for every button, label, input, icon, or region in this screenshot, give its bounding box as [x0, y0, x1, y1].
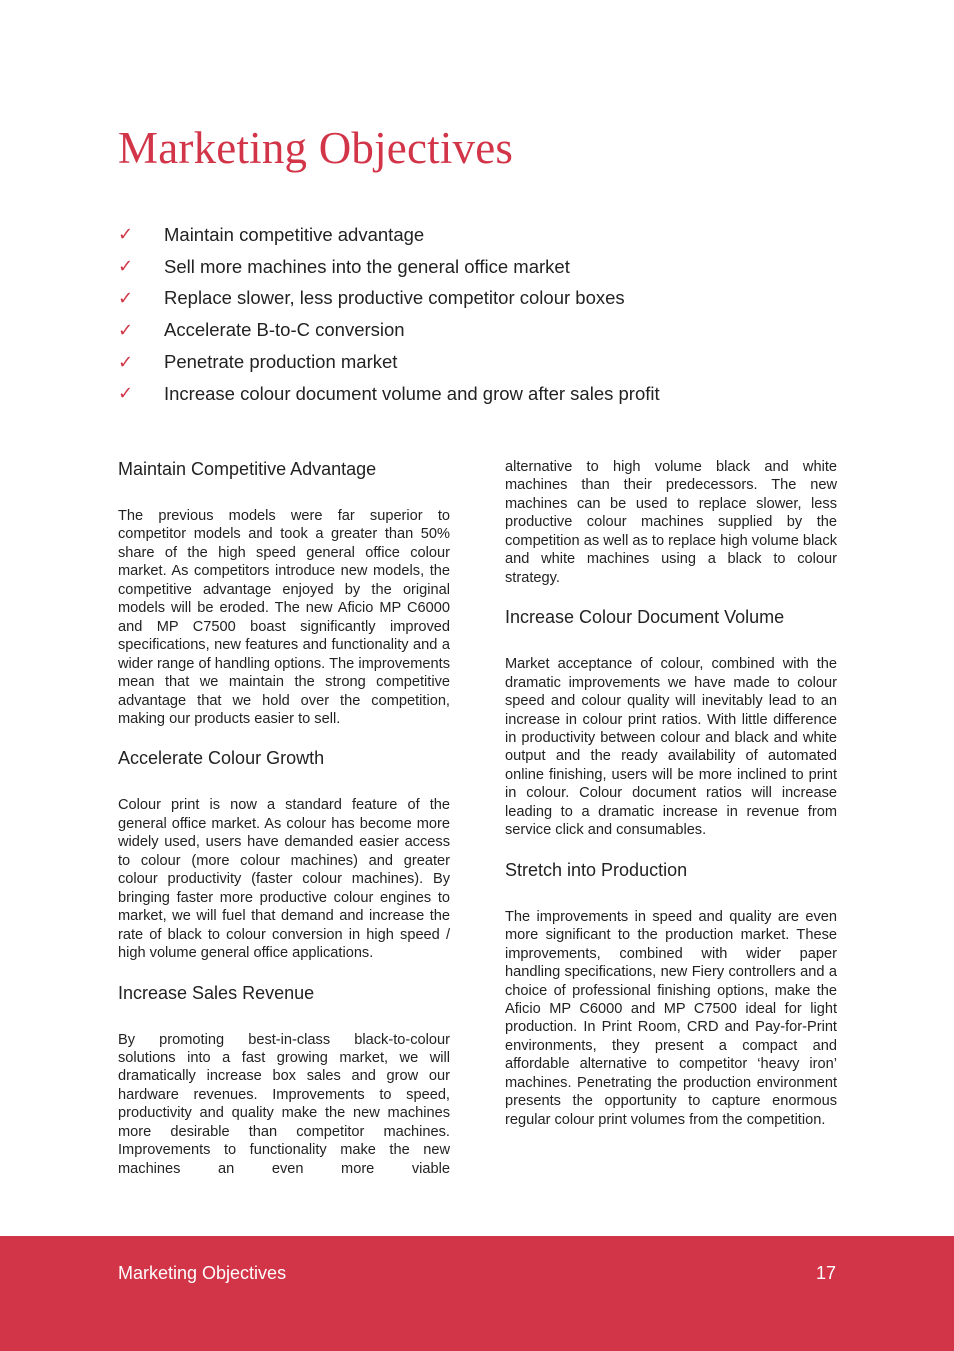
- section-heading-document-volume: Increase Colour Document Volume: [505, 607, 785, 628]
- right-column: [505, 458, 837, 1129]
- page-number: 17: [815, 1263, 836, 1283]
- section-text-sales-revenue-continued: alternative to high volume black and white machines than their predecessors. The new machines can be used to replace slower, less productive colour machines supplied by the competition as well as to replace high volume black and white machines using a black to colour strategy.: [505, 459, 837, 586]
- objective-text: Penetrate production market: [164, 351, 398, 373]
- section-text-maintain: The previous models were far superior to competitor models and took a greater than 50% share of the high speed general office colour market. As competitors introduce new models, the competitive advantage enjoyed by the original models will be eroded. The new Aficio MP C6000 and MP C7500 boast significantly improved specifications, new features and functionality and a wider range of handling options. The improvements mean that we maintain the strong competitive advantage that we hold over the competition, making our products easier to sell.: [118, 508, 450, 727]
- section-text-document-volume: Market acceptance of colour, combined with the dramatic improvements we have made to colour speed and colour quality will inevitably lead to an increase in colour print ratios. With little difference in productivity between colour and black and white output and the ready availability of automated online finishing, users will be more inclined to print in colour. Colour document ratios will increase leading to a dramatic increase in revenue from service click and consumables.: [505, 656, 837, 839]
- objective-item: [118, 378, 660, 410]
- section-heading-colour-growth: Accelerate Colour Growth: [118, 748, 325, 769]
- section-text-colour-growth: Colour print is now a standard feature of the general office market. As colour has become more widely used, users have demanded easier access to colour (more colour machines) and greater colour productivity (faster colour machines). By bringing faster more productive colour engines to market, we will fuel that demand and increase the rate of black to colour conversion in high speed / high volume general office applications.: [118, 797, 450, 962]
- checkmark-icon: ✓: [118, 351, 134, 373]
- objectives-list: [118, 219, 660, 410]
- objective-text: Accelerate B-to-C conversion: [164, 319, 405, 341]
- footer-label: Marketing Objectives: [118, 1263, 287, 1283]
- checkmark-icon: ✓: [118, 383, 134, 405]
- section-heading-maintain: Maintain Competitive Advantage: [118, 459, 377, 479]
- section-heading-production: Stretch into Production: [505, 859, 688, 880]
- objective-text: Sell more machines into the general office market: [164, 255, 570, 277]
- left-column: [118, 455, 450, 1178]
- objective-item: [118, 346, 660, 378]
- objective-text: Maintain competitive advantage: [164, 223, 425, 245]
- objective-text: Replace slower, less productive competitor colour boxes: [164, 287, 625, 309]
- checkmark-icon: ✓: [118, 224, 134, 246]
- objective-item: [118, 314, 660, 346]
- objective-item: [118, 283, 660, 315]
- objective-item: [118, 251, 660, 283]
- objective-item: [118, 219, 660, 251]
- page-footer: [0, 1236, 954, 1351]
- checkmark-icon: ✓: [118, 256, 134, 278]
- checkmark-icon: ✓: [118, 287, 134, 309]
- page-title: Marketing Objectives: [118, 123, 514, 173]
- section-text-production: The improvements in speed and quality are even more significant to the production market. These improvements, combined with wider paper handling specifications, new Fiery controllers and a choice of professional finishing options, make the Aficio MP C6000 and MP C7500 ideal for light production. In Print Room, CRD and Pay-for-Print environments, they present a compact and affordable alternative to competitor ‘heavy iron’ machines. Penetrating the production environment presents the opportunity to capture enormous regular colour print volumes from the competition.: [505, 908, 837, 1128]
- checkmark-icon: ✓: [118, 319, 134, 341]
- section-text-sales-revenue: By promoting best-in-class black-to-colour solutions into a fast growing market, we will dramatically increase box sales and grow our hardware revenues. Improvements to speed, productivity and quality make the new machines more desirable than competitor machines. Improvements to functionality make the new machines an even more viable: [118, 1031, 450, 1177]
- objective-text: Increase colour document volume and grow after sales profit: [164, 382, 660, 404]
- section-heading-sales-revenue: Increase Sales Revenue: [118, 982, 315, 1003]
